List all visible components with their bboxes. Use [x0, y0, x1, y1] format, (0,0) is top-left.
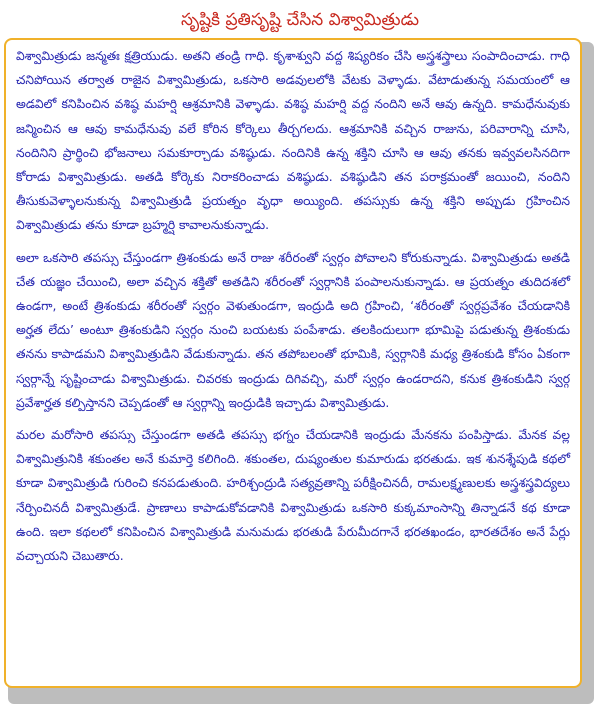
article-paragraph: విశ్వామిత్రుడు జన్మతః క్షత్రియుడు. అతని తండ్రి గాధి. కృశాశ్వుని వద్ద శిష్యరికం చేసి అస్త్రశస్త్రాలు సంపాదించాడు. గాధి చనిపోయిన తర్వాత రాజైన విశ్వామిత్రుడు, ఒకసారి అడవులలోకి వేటకు వెళ్ళాడు. వేటాడుతున్న సమయంలో ఆ అడవిలో కనిపించిన వశిష్ఠ మహర్షి ఆశ్రమానికి వెళ్ళాడు. వశిష్ఠ మహర్షి వద్ద నందిని అనే ఆవు ఉన్నది. కామధేనువుకు జన్మించిన ఆ ఆవు కామధేనువు వలే కోరిన కోర్కెలు తీర్చగలదు. ఆశ్రమానికి వచ్చిన రాజును, పరివారాన్ని చూసి, నందినిని ప్రార్థించి భోజనాలు సమకూర్చాడు వశిష్ఠుడు. నందినికి ఉన్న శక్తిని చూసి ఆ ఆవు తనకు ఇవ్వవలసినదిగా కోరాడు విశ్వామిత్రుడు. అతడి కోర్కెకు నిరాకరించాడు వశిష్ఠుడు. వశిష్ఠుడిని తన పరాక్రమంతో జయించి, నందిని తీసుకువెళ్ళాలనుకున్న విశ్వామిత్రుడి ప్రయత్నం వృధా అయ్యింది. తపస్సుకు ఉన్న శక్తిని అప్పుడు గ్రహించిన విశ్వామిత్రుడు తను కూడా బ్రహ్మర్షి కావాలనుకున్నాడు.: [16, 49, 570, 233]
article-paragraph: మరల మరోసారి తపస్సు చేస్తుండగా అతడి తపస్సు భగ్నం చేయడానికి ఇంద్రుడు మేనకను పంపిస్తాడు. మేనక వల్ల విశ్వామిత్రునికి శకుంతల అనే కుమార్తె కలిగింది. శకుంతల, దుష్యంతుల కుమారుడు భరతుడు. ఇక శునశ్శేపుడి కథలో కూడా విశ్వామిత్రుడి గురించి కనపడుతుంది. హరిశ్చంద్రుడి సత్యవ్రతాన్ని పరీక్షించినదీ, రామలక్ష్మణులకు అస్త్రశస్త్రవిద్యలు నేర్పించినదీ విశ్వామిత్రుడే. ప్రాణాలు కాపాడుకోవడానికి విశ్వామిత్రుడు ఒకసారి కుక్కమాంసాన్ని తిన్నాడనే కథ కూడా ఉంది. ఇలా కథలలో కనిపించిన విశ్వామిత్రుడి మనుమడు భరతుడి పేరుమీదగానే భరతఖండం, భారతదేశం అనే పేర్లు వచ్చాయని చెబుతారు.: [16, 428, 570, 564]
article-paragraph: అలా ఒకసారి తపస్సు చేస్తుండగా త్రిశంకుడు అనే రాజు శరీరంతో స్వర్గం పోవాలని కోరుకున్నాడు. విశ్వామిత్రుడు అతడి చేత యజ్ఞం చేయించి, అలా వచ్చిన శక్తితో అతడిని శరీరంతో స్వర్గానికి పంపాలనుకున్నాడు. ఆ ప్రయత్నం తుదిదశలో ఉండగా, అంటే త్రిశంకుడు శరీరంతో స్వర్గం వెళుతుండగా, ఇంద్రుడి అది గ్రహించి, ‘శరీరంతో స్వర్గప్రవేశం చేయడానికి అర్హత లేదు’ అంటూ త్రిశంకుడిని స్వర్గం నుంచి బయటకు పంపేశాడు. తలకిందులుగా భూమిపై పడుతున్న త్రిశంకుడు తనను కాపాడమని విశ్వామిత్రుడిని వేడుకున్నాడు. తన తపోబలంతో భూమికి, స్వర్గానికి మధ్య త్రిశంకుడి కోసం ఏకంగా స్వర్గాన్నే సృష్టించాడు విశ్వామిత్రుడు. చివరకు ఇంద్రుడు దిగివచ్చి, మరో స్వర్గం ఉండరాదని, కనుక త్రిశంకుడిని స్వర్గ ప్రవేశార్హత కల్పిస్తానని చెప్పడంతో ఆ స్వర్గాన్ని ఇంద్రుడికి ఇచ్చాడు విశ్వామిత్రుడు.: [16, 250, 570, 410]
article-body: [4, 38, 582, 688]
page-title: సృష్టికి ప్రతిసృష్టి చేసిన విశ్వామిత్రుడు: [180, 10, 420, 30]
